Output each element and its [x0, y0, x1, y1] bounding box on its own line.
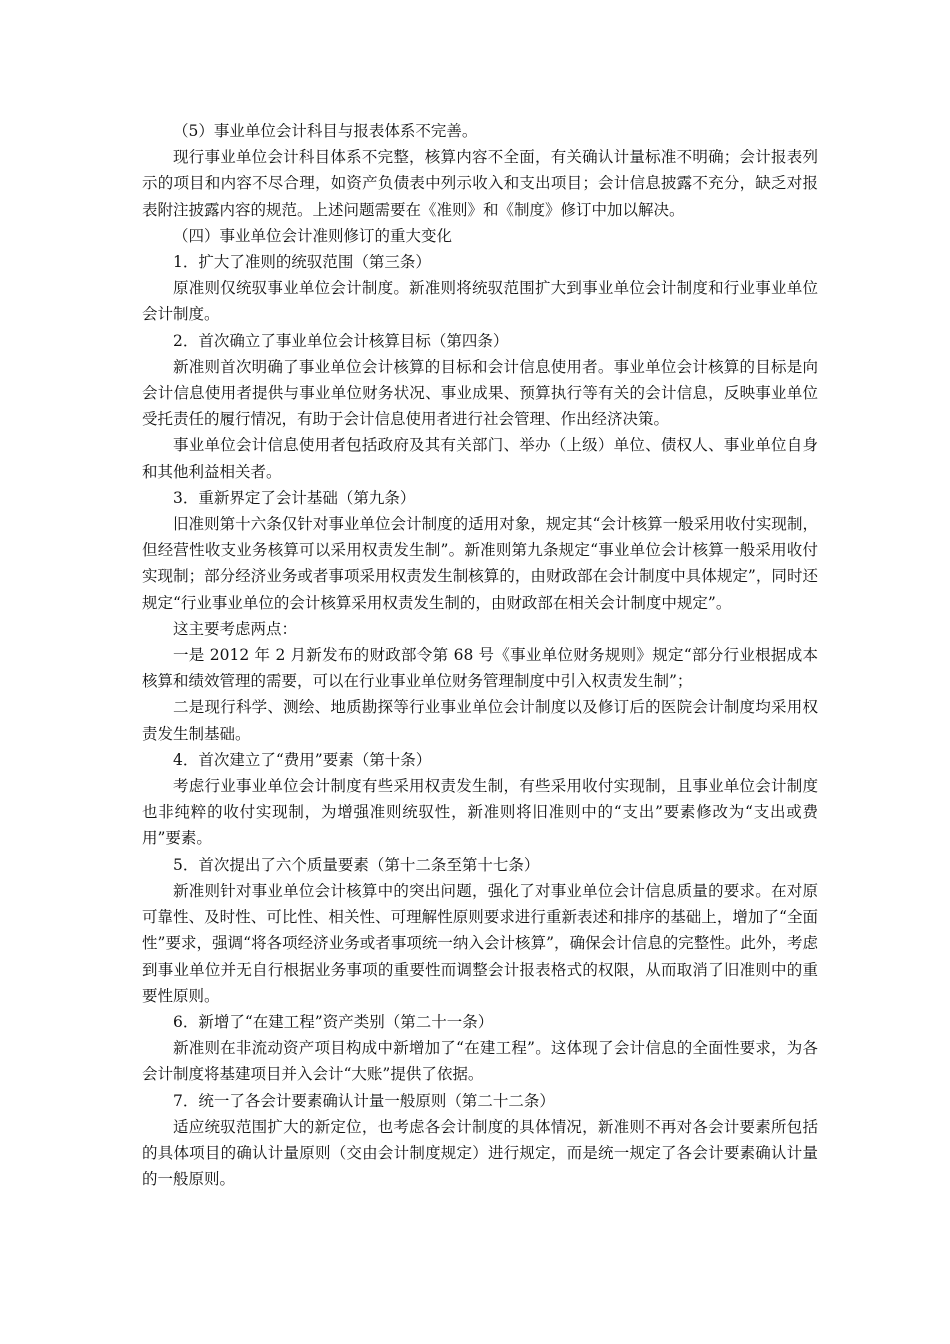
- paragraph: 现行事业单位会计科目体系不完整，核算内容不全面，有关确认计量标准不明确；会计报表列示的项目和内容不尽合理，如资产负债表中列示收入和支出项目；会计信息披露不充分，缺乏对报表附注披露内容的规范。上述问题需要在《准则》和《制度》修订中加以解决。: [142, 148, 818, 219]
- paragraph: （5）事业单位会计科目与报表体系不完善。: [173, 122, 478, 140]
- subsection-heading: 4．首次建立了“费用”要素（第十条）: [173, 750, 432, 769]
- subsection-heading: 1．扩大了准则的统驭范围（第三条）: [173, 253, 431, 272]
- subsection-heading: 2．首次确立了事业单位会计核算目标（第四条）: [173, 331, 509, 350]
- section-heading: （四）事业单位会计准则修订的重大变化: [173, 226, 453, 245]
- paragraph: 原准则仅统驭事业单位会计制度。新准则将统驭范围扩大到事业单位会计制度和行业事业单位会计制度。: [142, 279, 818, 324]
- paragraph: 这主要考虑两点：: [173, 619, 298, 638]
- paragraph: 旧准则第十六条仅针对事业单位会计制度的适用对象，规定其“会计核算一般采用收付实现制，但经营性收支业务核算可以采用权责发生制”。新准则第九条规定“事业单位会计核算一般采用收付实现制；部分经济业务或者事项采用权责发生制核算的，由财政部在会计制度中具体规定”，同时还规定“行业事业单位的会计核算采用权责发生制的，由财政部在相关会计制度中规定”。: [142, 515, 818, 612]
- paragraph: 适应统驭范围扩大的新定位，也考虑各会计制度的具体情况，新准则不再对各会计要素所包括的具体项目的确认计量原则（交由会计制度规定）进行规定，而是统一规定了各会计要素确认计量的一般原则。: [142, 1117, 818, 1189]
- subsection-heading: 6．新增了“在建工程”资产类别（第二十一条）: [173, 1012, 494, 1031]
- paragraph: 一是 2012 年 2 月新发布的财政部令第 68 号《事业单位财务规则》规定“部分行业根据成本核算和绩效管理的需要，可以在行业事业单位财务管理制度中引入权责发生制”；: [142, 646, 818, 691]
- subsection-heading: 5．首次提出了六个质量要素（第十二条至第十七条）: [173, 855, 540, 874]
- paragraph: 事业单位会计信息使用者包括政府及其有关部门、举办（上级）单位、债权人、事业单位自身和其他利益相关者。: [142, 436, 818, 481]
- paragraph: 考虑行业事业单位会计制度有些采用权责发生制，有些采用收付实现制，且事业单位会计制度也非纯粹的收付实现制，为增强准则统驭性，新准则将旧准则中的“支出”要素修改为“支出或费用”要素。: [142, 777, 818, 848]
- paragraph: 二是现行科学、测绘、地质勘探等行业事业单位会计制度以及修订后的医院会计制度均采用权责发生制基础。: [142, 698, 818, 743]
- subsection-heading: 3．重新界定了会计基础（第九条）: [173, 488, 416, 507]
- document-body: [142, 118, 818, 1192]
- subsection-heading: 7．统一了各会计要素确认计量一般原则（第二十二条）: [173, 1091, 555, 1110]
- paragraph: 新准则首次明确了事业单位会计核算的目标和会计信息使用者。事业单位会计核算的目标是向会计信息使用者提供与事业单位财务状况、事业成果、预算执行等有关的会计信息，反映事业单位受托责任的履行情况，有助于会计信息使用者进行社会管理、作出经济决策。: [142, 357, 818, 429]
- paragraph: 新准则针对事业单位会计核算中的突出问题，强化了对事业单位会计信息质量的要求。在对原可靠性、及时性、可比性、相关性、可理解性原则要求进行重新表述和排序的基础上，增加了“全面性”要求，强调“将各项经济业务或者事项统一纳入会计核算”，确保会计信息的完整性。此外，考虑到事业单位并无自行根据业务事项的重要性而调整会计报表格式的权限，从而取消了旧准则中的重要性原则。: [142, 881, 818, 1005]
- paragraph: 新准则在非流动资产项目构成中新增加了“在建工程”。这体现了会计信息的全面性要求，为各会计制度将基建项目并入会计“大账”提供了依据。: [142, 1039, 818, 1084]
